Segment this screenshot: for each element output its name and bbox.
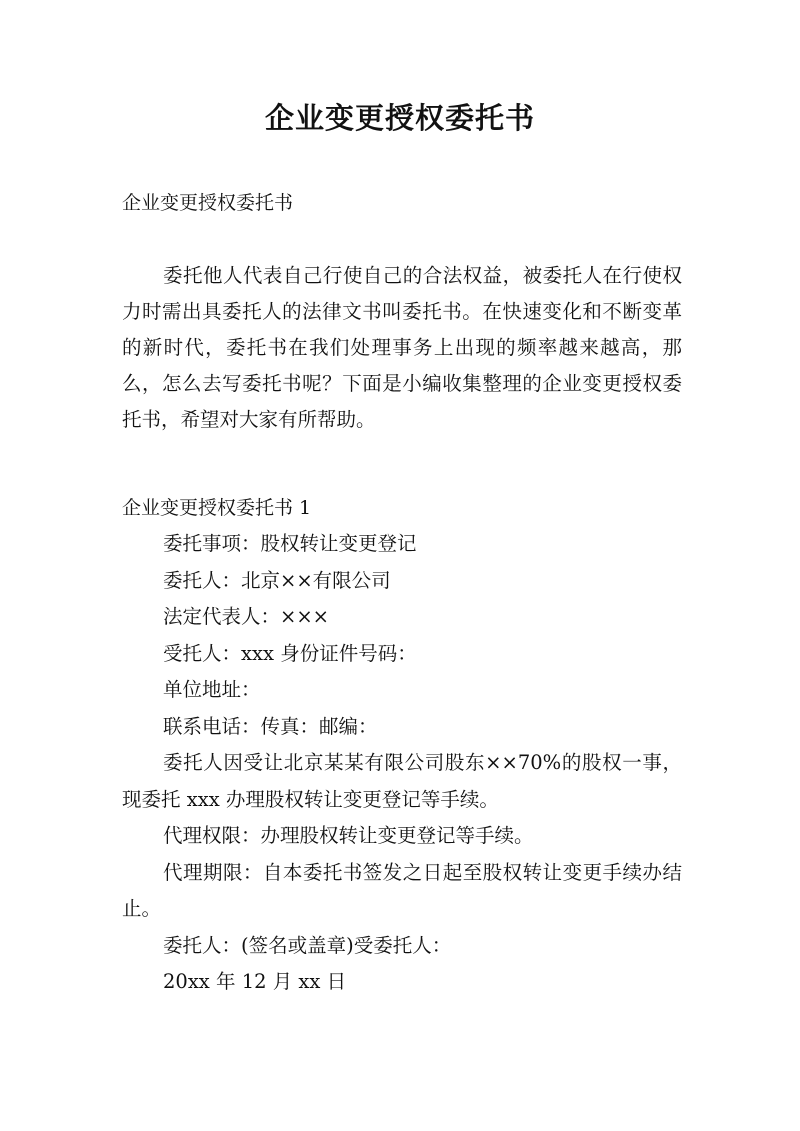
entrust-reason-paragraph: 委托人因受让北京某某有限公司股东××70%的股权一事，现委托 xxx 办理股权转让变更登记等手续。 <box>122 751 682 811</box>
agency-authority-line: 代理权限：办理股权转让变更登记等手续。 <box>163 824 534 847</box>
legal-representative-line: 法定代表人：××× <box>163 605 330 628</box>
section-1 <box>122 490 682 1001</box>
entrust-matter-line: 委托事项：股权转让变更登记 <box>163 532 417 555</box>
document-title: 企业变更授权委托书 <box>264 101 535 135</box>
document-subtitle: 企业变更授权委托书 <box>122 192 294 214</box>
section-heading: 企业变更授权委托书 1 <box>122 497 312 519</box>
agent-id-line: 受托人：xxx 身份证件号码： <box>163 641 417 665</box>
agency-term-paragraph: 代理期限：自本委托书签发之日起至股权转让变更手续办结止。 <box>122 860 682 920</box>
signature-line: 委托人：(签名或盖章)受委托人： <box>163 933 452 957</box>
address-line: 单位地址： <box>163 678 261 701</box>
principal-line: 委托人：北京××有限公司 <box>163 568 391 592</box>
intro-paragraph: 委托他人代表自己行使自己的合法权益，被委托人在行使权力时需出具委托人的法律文书叫委托书。在快速变化和不断变革的新时代，委托书在我们处理事务上出现的频率越来越高，那么，怎么去写委托书呢？下面是小编收集整理的企业变更授权委托书，希望对大家有所帮助。 <box>122 264 682 431</box>
contact-line: 联系电话：传真：邮编： <box>163 714 378 738</box>
date-line: 20xx 年 12 月 xx 日 <box>163 970 347 993</box>
